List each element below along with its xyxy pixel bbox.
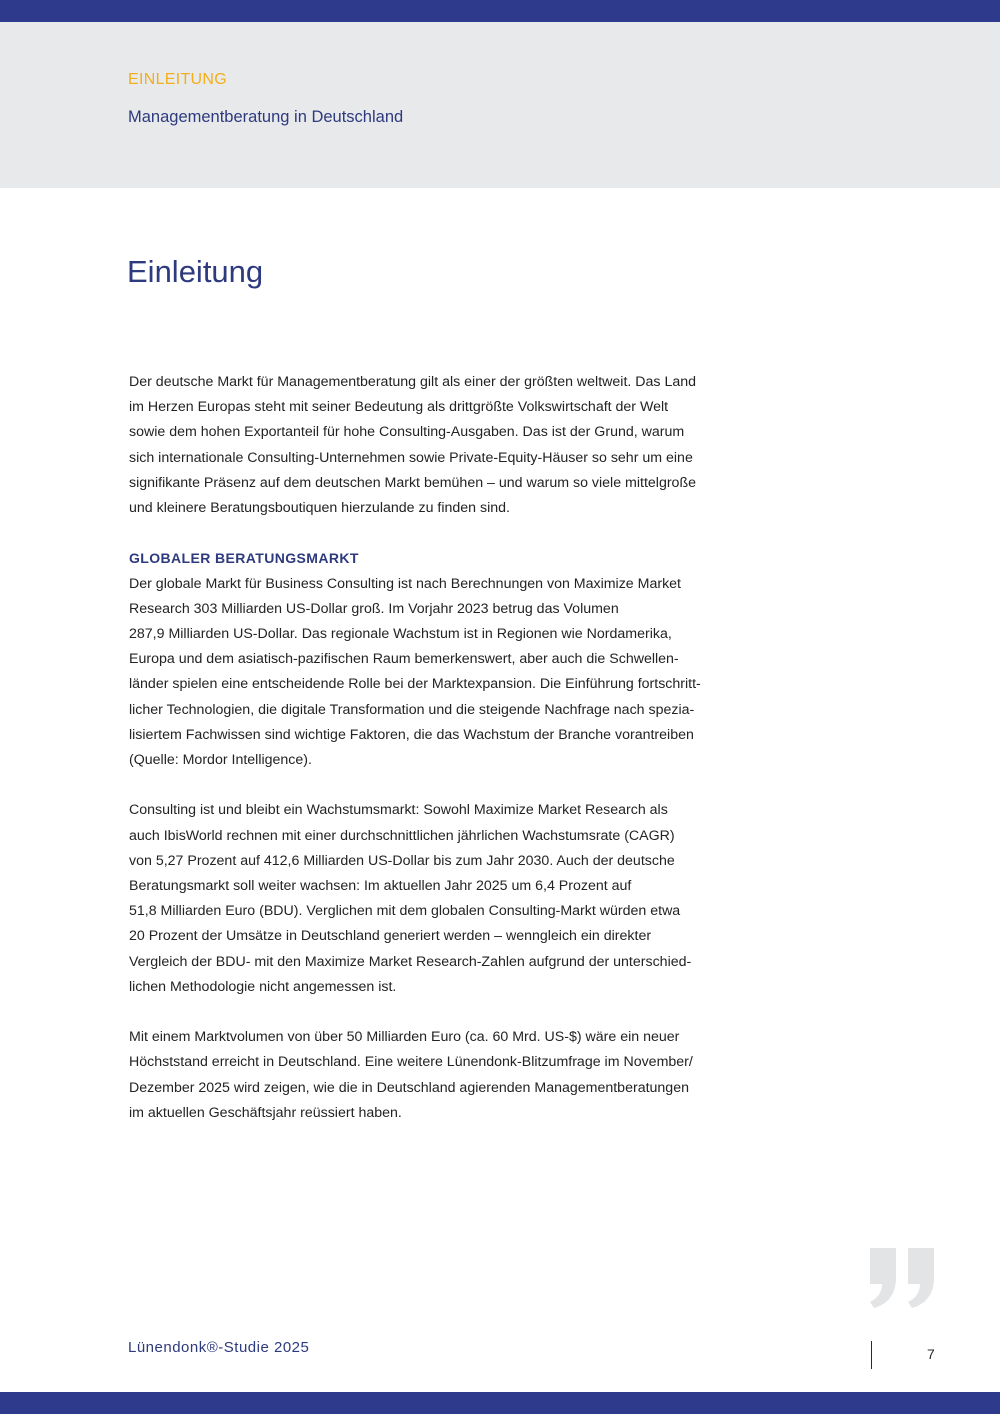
global-market-section xyxy=(129,546,729,773)
page-title: Einleitung xyxy=(127,254,264,289)
text-line: Der globale Markt für Business Consulting ist nach Berechnungen von Maximize Market xyxy=(129,575,681,592)
text-line: Europa und dem asiatisch-pazifischen Raum bemerkenswert, aber auch die Schwellen- xyxy=(129,651,679,668)
section-subheading: GLOBALER BERATUNGSMARKT xyxy=(129,550,359,567)
intro-paragraph xyxy=(129,370,729,521)
text-line: Vergleich der BDU- mit den Maximize Market Research-Zahlen aufgrund der unterschied- xyxy=(129,953,692,970)
text-line: 51,8 Milliarden Euro (BDU). Verglichen mit dem globalen Consulting-Markt würden etwa xyxy=(129,903,681,920)
section-subtitle: Managementberatung in Deutschland xyxy=(128,108,404,126)
text-line: und kleinere Beratungsboutiquen hierzulande zu finden sind. xyxy=(129,500,510,517)
growth-paragraph xyxy=(129,798,729,1000)
quote-icon xyxy=(866,1244,942,1312)
text-line: lisiertem Fachwissen sind wichtige Faktoren, die das Wachstum der Branche vorantreiben xyxy=(129,726,694,743)
text-line: (Quelle: Mordor Intelligence). xyxy=(129,752,312,769)
text-line: länder spielen eine entscheidende Rolle bei der Marktexpansion. Die Einführung fortschritt- xyxy=(129,676,701,693)
page-header xyxy=(0,22,1000,188)
text-line: Consulting ist und bleibt ein Wachstumsmarkt: Sowohl Maximize Market Research als xyxy=(129,802,668,819)
text-line: Beratungsmarkt soll weiter wachsen: Im aktuellen Jahr 2025 um 6,4 Prozent auf xyxy=(129,878,632,895)
text-line: von 5,27 Prozent auf 412,6 Milliarden US-Dollar bis zum Jahr 2030. Auch der deutsche xyxy=(129,852,675,869)
text-line: Mit einem Marktvolumen von über 50 Milliarden Euro (ca. 60 Mrd. US-$) wäre ein neuer xyxy=(129,1029,680,1046)
volume-paragraph xyxy=(129,1025,729,1126)
text-line: 287,9 Milliarden US-Dollar. Das regionale Wachstum ist in Regionen wie Nordamerika, xyxy=(129,626,672,643)
text-line: Der deutsche Markt für Managementberatung gilt als einer der größten weltweit. Das Land xyxy=(129,374,697,390)
text-line: sich internationale Consulting-Unternehmen sowie Private-Equity-Häuser so sehr um eine xyxy=(129,449,693,466)
page-number: 7 xyxy=(927,1346,935,1362)
text-line: im Herzen Europas steht mit seiner Bedeutung als drittgrößte Volkswirtschaft der Welt xyxy=(129,399,669,416)
text-line: im aktuellen Geschäftsjahr reüssiert haben. xyxy=(129,1104,402,1121)
text-line: sowie dem hohen Exportanteil für hohe Consulting-Ausgaben. Das ist der Grund, warum xyxy=(129,424,685,441)
text-line: 20 Prozent der Umsätze in Deutschland generiert werden – wenngleich ein direkter xyxy=(129,928,652,945)
text-line: Höchststand erreicht in Deutschland. Eine weitere Lünendonk-Blitzumfrage im November/ xyxy=(129,1054,693,1071)
text-line: Dezember 2025 wird zeigen, wie die in Deutschland agierenden Managementberatungen xyxy=(129,1079,689,1096)
footer-study-label: Lünendonk®-Studie 2025 xyxy=(128,1339,310,1356)
text-line: lichen Methodologie nicht angemessen ist. xyxy=(129,978,397,995)
text-line: Research 303 Milliarden US-Dollar groß. Im Vorjahr 2023 betrug das Volumen xyxy=(129,600,619,617)
footer-divider xyxy=(871,1341,872,1369)
text-line: licher Technologien, die digitale Transformation und die steigende Nachfrage nach spezia- xyxy=(129,701,695,718)
text-line: auch IbisWorld rechnen mit einer durchschnittlichen jährlichen Wachstumsrate (CAGR) xyxy=(129,827,675,844)
body-text xyxy=(129,370,729,1126)
section-kicker: EINLEITUNG xyxy=(128,71,228,88)
bottom-accent-bar xyxy=(0,1392,1000,1414)
text-line: signifikante Präsenz auf dem deutschen Markt bemühen – und warum so viele mittelgroße xyxy=(129,474,697,491)
top-accent-bar xyxy=(0,0,1000,22)
